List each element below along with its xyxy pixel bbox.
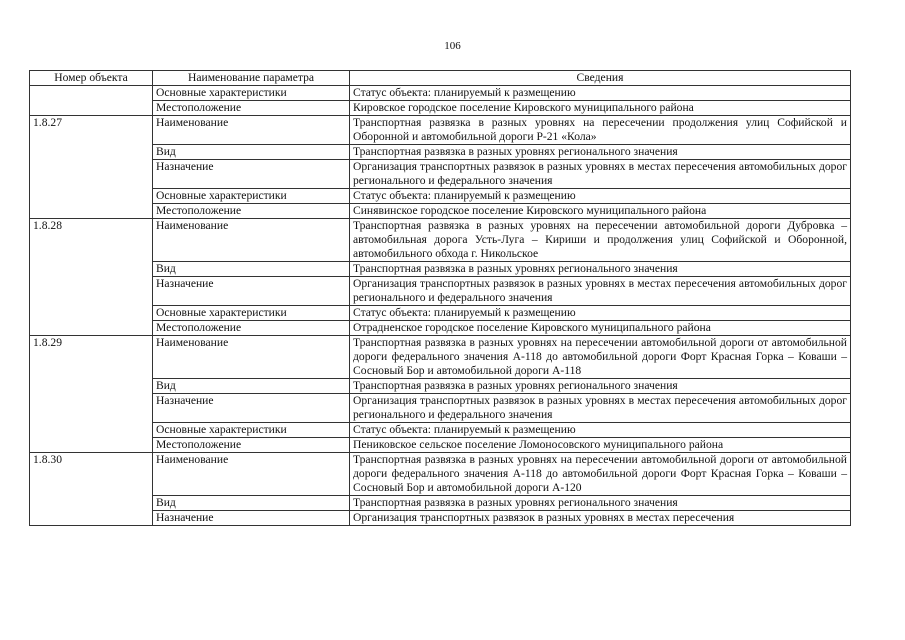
parameter-name-cell: Назначение — [153, 160, 350, 189]
table-row — [30, 423, 851, 438]
table-row — [30, 219, 851, 262]
details-cell: Статус объекта: планируемый к размещению — [350, 306, 851, 321]
table-body — [30, 86, 851, 526]
details-cell: Организация транспортных развязок в разных уровнях в местах пересечения автомобильных дорог регионального и федерального значения — [350, 394, 851, 423]
parameter-name-cell: Местоположение — [153, 321, 350, 336]
details-cell: Синявинское городское поселение Кировского муниципального района — [350, 204, 851, 219]
page-number: 106 — [444, 40, 461, 52]
table-row — [30, 511, 851, 526]
header-object-number: Номер объекта — [30, 71, 153, 86]
details-cell: Транспортная развязка в разных уровнях регионального значения — [350, 262, 851, 277]
details-cell: Статус объекта: планируемый к размещению — [350, 86, 851, 101]
details-cell: Организация транспортных развязок в разных уровнях в местах пересечения автомобильных дорог регионального и федерального значения — [350, 277, 851, 306]
object-number-cell: 1.8.30 — [30, 453, 153, 526]
parameter-name-cell: Основные характеристики — [153, 423, 350, 438]
parameter-name-cell: Местоположение — [153, 438, 350, 453]
parameter-name-cell: Наименование — [153, 116, 350, 145]
parameter-name-cell: Наименование — [153, 336, 350, 379]
parameter-name-cell: Наименование — [153, 453, 350, 496]
table-row — [30, 438, 851, 453]
details-cell: Отрадненское городское поселение Кировского муниципального района — [350, 321, 851, 336]
object-number-cell: 1.8.28 — [30, 219, 153, 336]
parameter-name-cell: Назначение — [153, 277, 350, 306]
table-row — [30, 189, 851, 204]
table-row — [30, 379, 851, 394]
table-row — [30, 277, 851, 306]
parameter-name-cell: Вид — [153, 145, 350, 160]
details-cell: Транспортная развязка в разных уровнях регионального значения — [350, 145, 851, 160]
parameter-name-cell: Наименование — [153, 219, 350, 262]
parameter-name-cell: Основные характеристики — [153, 306, 350, 321]
details-cell: Транспортная развязка в разных уровнях на пересечении автомобильной дороги от автомобильной дороги федерального значения А-118 до автомобильной дороги Форт Красная Горка – Коваши – Сосновый Бор и автомобильной дороги А-118 — [350, 336, 851, 379]
table-row — [30, 321, 851, 336]
details-cell: Пениковское сельское поселение Ломоносовского муниципального района — [350, 438, 851, 453]
details-cell: Статус объекта: планируемый к размещению — [350, 189, 851, 204]
table-row — [30, 306, 851, 321]
table-row — [30, 116, 851, 145]
header-parameter-name: Наименование параметра — [153, 71, 350, 86]
object-number-cell — [30, 86, 153, 116]
details-cell: Кировское городское поселение Кировского муниципального района — [350, 101, 851, 116]
table-row — [30, 336, 851, 379]
parameter-name-cell: Назначение — [153, 394, 350, 423]
object-number-cell: 1.8.27 — [30, 116, 153, 219]
table-row — [30, 496, 851, 511]
object-number-cell: 1.8.29 — [30, 336, 153, 453]
details-cell: Транспортная развязка в разных уровнях регионального значения — [350, 379, 851, 394]
details-cell: Организация транспортных развязок в разных уровнях в местах пересечения автомобильных дорог регионального и федерального значения — [350, 160, 851, 189]
table-row — [30, 160, 851, 189]
parameter-name-cell: Вид — [153, 262, 350, 277]
table-row — [30, 394, 851, 423]
table-row — [30, 145, 851, 160]
parameter-name-cell: Вид — [153, 379, 350, 394]
parameter-name-cell: Назначение — [153, 511, 350, 526]
details-cell: Транспортная развязка в разных уровнях на пересечении автомобильной дороги Дубровка – автомобильная дорога Усть-Луга – Кириши и продолжения улиц Софийской и Оборонной, автомобильного обхода г. Никольское — [350, 219, 851, 262]
table-header-row — [30, 71, 851, 86]
details-cell: Транспортная развязка в разных уровнях регионального значения — [350, 496, 851, 511]
table-row — [30, 204, 851, 219]
table-row — [30, 101, 851, 116]
parameter-name-cell: Основные характеристики — [153, 189, 350, 204]
parameter-name-cell: Местоположение — [153, 204, 350, 219]
object-parameters-table — [29, 70, 851, 526]
details-cell: Организация транспортных развязок в разных уровнях в местах пересечения — [350, 511, 851, 526]
parameter-name-cell: Основные характеристики — [153, 86, 350, 101]
parameter-name-cell: Местоположение — [153, 101, 350, 116]
details-cell: Транспортная развязка в разных уровнях на пересечении продолжения улиц Софийской и Оборонной и автомобильной дороги Р-21 «Кола» — [350, 116, 851, 145]
parameter-name-cell: Вид — [153, 496, 350, 511]
details-cell: Транспортная развязка в разных уровнях на пересечении автомобильной дороги от автомобильной дороги федерального значения А-118 до автомобильной дороги Форт Красная Горка – Коваши – Сосновый Бор и автомобильной дороги А-120 — [350, 453, 851, 496]
header-details: Сведения — [350, 71, 851, 86]
details-cell: Статус объекта: планируемый к размещению — [350, 423, 851, 438]
table-row — [30, 453, 851, 496]
table-row — [30, 262, 851, 277]
table-row — [30, 86, 851, 101]
